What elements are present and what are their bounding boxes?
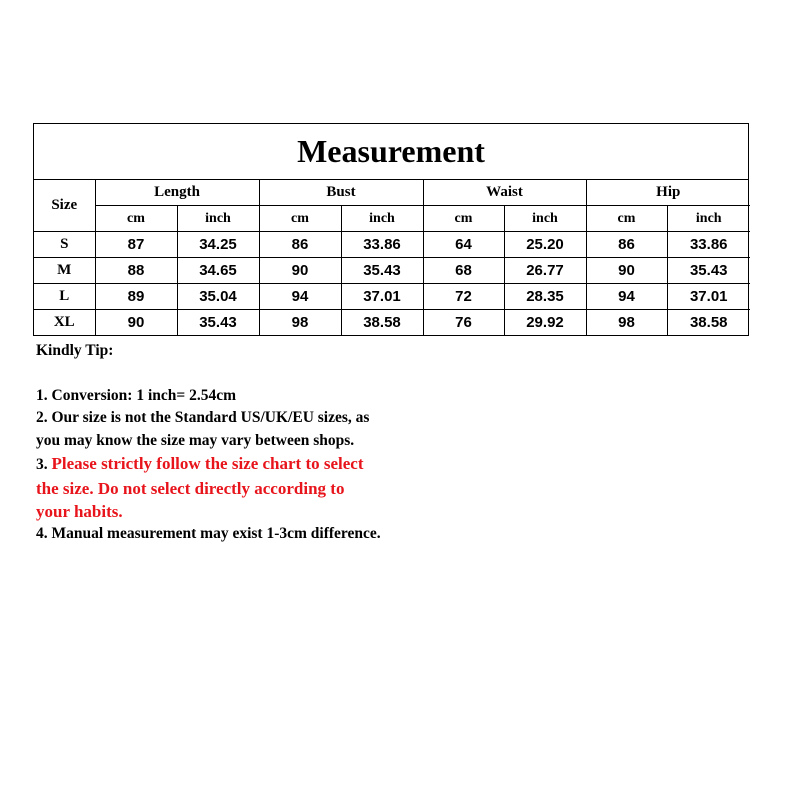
value-cell: 28.35	[504, 284, 586, 310]
size-cell: XL	[34, 310, 95, 336]
value-cell: 90	[259, 258, 341, 284]
value-cell: 35.43	[341, 258, 423, 284]
tip-standard-size-cont: you may know the size may vary between shops.	[36, 431, 355, 449]
size-header: Size	[34, 180, 95, 232]
value-cell: 38.58	[667, 310, 750, 336]
value-cell: 37.01	[341, 284, 423, 310]
value-cell: 35.43	[177, 310, 259, 336]
unit-header-cm: cm	[423, 206, 504, 232]
value-cell: 25.20	[504, 232, 586, 258]
value-cell: 29.92	[504, 310, 586, 336]
size-chart	[33, 123, 749, 336]
value-cell: 33.86	[667, 232, 750, 258]
tip-warning-text-end: your habits.	[36, 501, 123, 521]
tips-spacer	[36, 363, 456, 385]
value-cell: 76	[423, 310, 504, 336]
table-row	[34, 232, 750, 258]
size-cell: L	[34, 284, 95, 310]
value-cell: 88	[95, 258, 177, 284]
tip-manual-measure: 4. Manual measurement may exist 1-3cm difference.	[36, 524, 381, 542]
tip-number: 3.	[36, 456, 52, 473]
table-row	[34, 258, 750, 284]
kindly-tips	[36, 340, 456, 545]
tip-standard-size: 2. Our size is not the Standard US/UK/EU sizes, as	[36, 409, 370, 426]
group-header-waist: Waist	[423, 180, 586, 206]
tip-warning-text-cont: the size. Do not select directly according to	[36, 478, 345, 498]
value-cell: 87	[95, 232, 177, 258]
unit-header-cm: cm	[259, 206, 341, 232]
value-cell: 89	[95, 284, 177, 310]
unit-header-row	[34, 206, 750, 232]
value-cell: 68	[423, 258, 504, 284]
table-row	[34, 284, 750, 310]
value-cell: 86	[586, 232, 667, 258]
group-header-row	[34, 180, 750, 206]
size-cell: S	[34, 232, 95, 258]
value-cell: 98	[586, 310, 667, 336]
unit-header-inch: inch	[667, 206, 750, 232]
unit-header-inch: inch	[504, 206, 586, 232]
value-cell: 37.01	[667, 284, 750, 310]
value-cell: 33.86	[341, 232, 423, 258]
value-cell: 34.65	[177, 258, 259, 284]
chart-title: Measurement	[34, 124, 748, 180]
unit-header-inch: inch	[177, 206, 259, 232]
value-cell: 64	[423, 232, 504, 258]
tip-warning-text: Please strictly follow the size chart to select	[51, 454, 364, 473]
value-cell: 35.43	[667, 258, 750, 284]
size-cell: M	[34, 258, 95, 284]
size-table	[34, 180, 750, 335]
value-cell: 94	[586, 284, 667, 310]
group-header-hip: Hip	[586, 180, 750, 206]
value-cell: 26.77	[504, 258, 586, 284]
value-cell: 34.25	[177, 232, 259, 258]
value-cell: 35.04	[177, 284, 259, 310]
unit-header-inch: inch	[341, 206, 423, 232]
value-cell: 38.58	[341, 310, 423, 336]
group-header-length: Length	[95, 180, 259, 206]
value-cell: 86	[259, 232, 341, 258]
unit-header-cm: cm	[586, 206, 667, 232]
tips-heading: Kindly Tip:	[36, 342, 114, 359]
value-cell: 98	[259, 310, 341, 336]
value-cell: 94	[259, 284, 341, 310]
table-row	[34, 310, 750, 336]
tip-conversion: 1. Conversion: 1 inch= 2.54cm	[36, 386, 236, 404]
tip-size-warning	[36, 452, 456, 477]
value-cell: 90	[95, 310, 177, 336]
value-cell: 90	[586, 258, 667, 284]
value-cell: 72	[423, 284, 504, 310]
unit-header-cm: cm	[95, 206, 177, 232]
group-header-bust: Bust	[259, 180, 423, 206]
